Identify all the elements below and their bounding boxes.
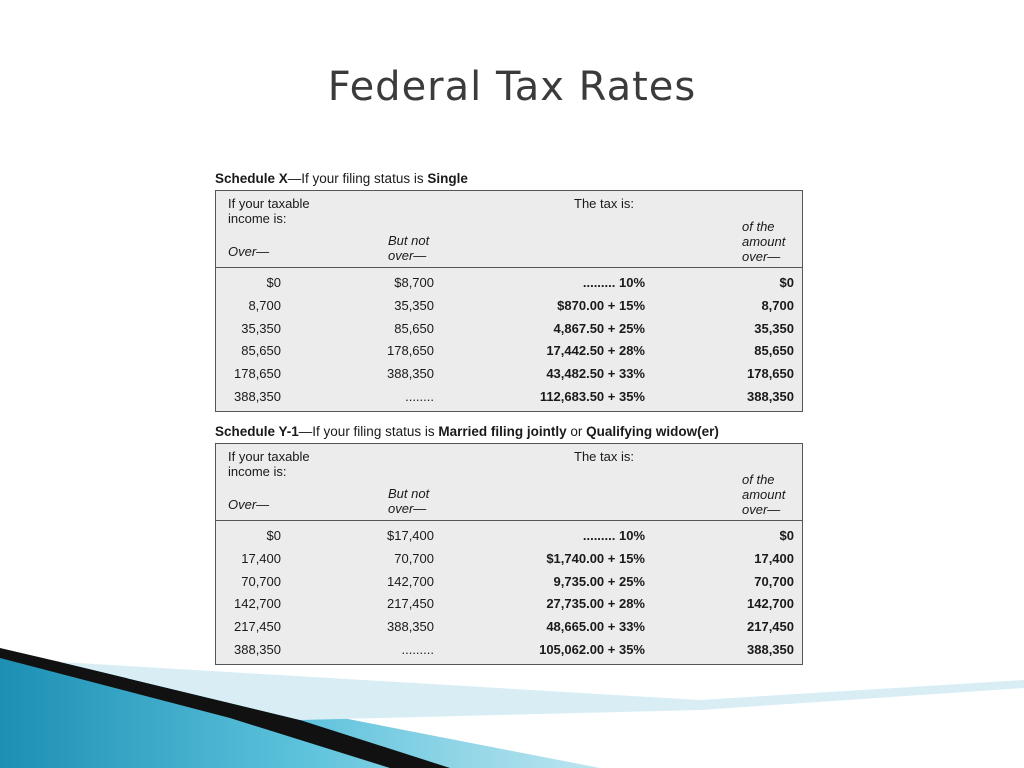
header-tax-is: The tax is: [574,449,634,464]
cell-but-not-over: ........ [405,388,434,404]
table-row [216,548,802,571]
table-row [216,525,802,548]
cell-tax: 112,683.50 + 35% [539,388,645,404]
filing-status: Single [427,171,468,186]
cell-over: 178,650 [234,366,281,382]
cell-over: 388,350 [234,388,281,404]
schedule-y1 [215,423,805,665]
header-tax-is: The tax is: [574,196,634,211]
cell-amount-over: $0 [779,528,794,543]
cell-but-not-over: 85,650 [394,320,434,336]
tax-table-single [215,190,803,412]
cell-amount-over: 17,400 [754,550,794,566]
cell-but-not-over: 142,700 [387,573,434,589]
table-row [216,593,802,616]
cell-over: $0 [266,275,281,290]
table-row [216,340,802,363]
header-of-amount-over: of the amount over— [742,219,786,264]
cell-tax: 27,735.00 + 28% [546,596,645,612]
schedule-y1-heading [215,423,805,441]
cell-tax: 9,735.00 + 25% [553,573,645,589]
cell-but-not-over: 388,350 [387,619,434,635]
cell-but-not-over: $17,400 [387,528,434,543]
cell-amount-over: $0 [779,275,794,290]
cell-over: $0 [266,528,281,543]
cell-amount-over: 70,700 [754,573,794,589]
schedule-x-heading [215,170,805,188]
cell-tax: ......... 10% [582,528,645,543]
schedule-name: Schedule Y-1 [215,424,299,439]
tax-table-married [215,443,803,665]
filing-status: Married filing jointly [438,424,567,439]
header-but-not-over: But not over— [388,233,430,263]
table-header [216,191,802,268]
cell-amount-over: 8,700 [761,297,794,313]
table-row [216,616,802,639]
cell-tax: 43,482.50 + 33% [546,366,645,382]
cell-tax: 4,867.50 + 25% [553,320,645,336]
status-connector: or [566,424,587,439]
cell-over: 217,450 [234,619,281,635]
decorative-swoosh [0,640,1024,768]
slide-title: Federal Tax Rates [327,64,697,110]
table-row [216,272,802,295]
cell-over: 388,350 [234,641,281,657]
schedule-dash-text: —If your filing status is [287,171,428,186]
cell-but-not-over: 70,700 [394,550,434,566]
cell-over: 17,400 [241,550,281,566]
cell-over: 8,700 [248,297,281,313]
cell-over: 142,700 [234,596,281,612]
table-row [216,571,802,594]
cell-amount-over: 35,350 [754,320,794,336]
cell-tax: $870.00 + 15% [557,297,645,313]
schedule-dash-text: —If your filing status is [298,424,439,439]
filing-status-alt: Qualifying widow(er) [586,424,719,439]
schedule-name: Schedule X [215,171,288,186]
table-body [216,268,802,411]
table-row [216,295,802,318]
cell-tax: 17,442.50 + 28% [546,343,645,359]
cell-amount-over: 217,450 [747,619,794,635]
cell-tax: 48,665.00 + 33% [546,619,645,635]
cell-amount-over: 178,650 [747,366,794,382]
cell-over: 35,350 [241,320,281,336]
cell-amount-over: 388,350 [747,388,794,404]
cell-but-not-over: $8,700 [394,275,434,290]
header-but-not-over: But not over— [388,486,430,516]
cell-amount-over: 388,350 [747,641,794,657]
cell-tax: $1,740.00 + 15% [546,550,645,566]
cell-over: 70,700 [241,573,281,589]
cell-tax: 105,062.00 + 35% [539,641,645,657]
cell-over: 85,650 [241,343,281,359]
header-over: Over— [228,497,270,512]
cell-but-not-over: 178,650 [387,343,434,359]
cell-tax: ......... 10% [582,275,645,290]
cell-but-not-over: 217,450 [387,596,434,612]
header-of-amount-over: of the amount over— [742,472,786,517]
header-over: Over— [228,244,270,259]
header-if-income: If your taxable income is: [228,449,310,479]
table-row [216,386,802,409]
table-row [216,363,802,386]
header-if-income: If your taxable income is: [228,196,310,226]
cell-amount-over: 85,650 [754,343,794,359]
schedule-x [215,170,805,412]
cell-amount-over: 142,700 [747,596,794,612]
cell-but-not-over: 388,350 [387,366,434,382]
table-header [216,444,802,521]
cell-but-not-over: ......... [401,641,434,657]
table-row [216,318,802,341]
cell-but-not-over: 35,350 [394,297,434,313]
